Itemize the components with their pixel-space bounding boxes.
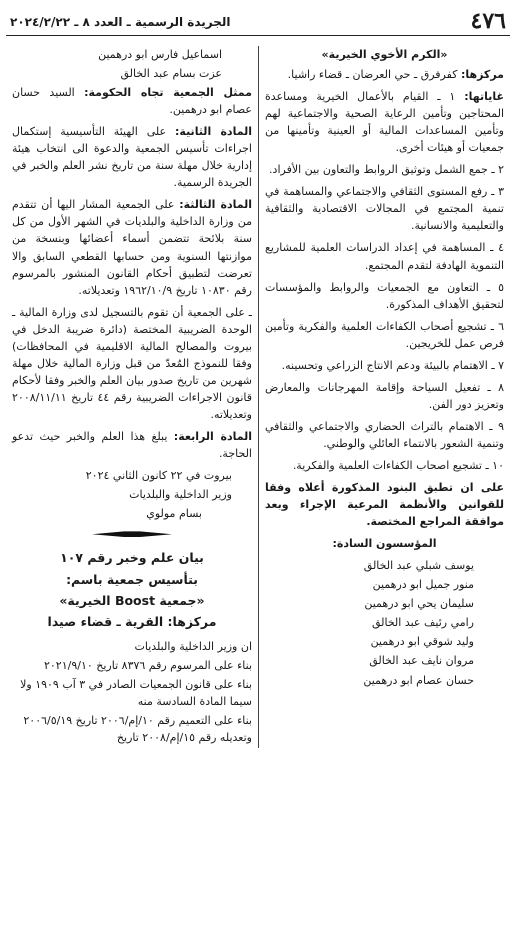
announcement-intro: ان وزير الداخلية والبلديات bbox=[134, 639, 252, 653]
goal-text: ١ ـ القيام بالأعمال الخيرية ومساعدة المحتاجين وتأمين الرعاية الصحية والاجتماعية لهم وتأمين المساعدات المالية أو العينية وتأمينها من جمعيات أو هيئات أخرى. bbox=[265, 90, 504, 155]
founder-name: منور جميل ابو درهمين bbox=[372, 578, 474, 592]
goal-item: ٤ ـ المساهمة في إعداد الدراسات العلمية للمشاريع التنموية الهادفة لتقدم المجتمع. bbox=[265, 241, 504, 272]
signature-block bbox=[12, 467, 252, 522]
goal-item: ٦ ـ تشجيع أصحاب الكفاءات العلمية والفكرية وتأمين فرص عمل للخريجين. bbox=[265, 319, 504, 350]
gazette-issue-info: الجريدة الرسمية ـ العدد ٨ ـ ٢٠٢٤/٢/٢٢ bbox=[10, 15, 231, 30]
goals-label: غاياتها: bbox=[464, 90, 505, 104]
signer-title: وزير الداخلية والبلديات bbox=[129, 488, 232, 502]
representative-label: ممثل الجمعية تجاه الحكومة: bbox=[84, 86, 252, 100]
article-3-label: المادة الثالثة: bbox=[179, 198, 253, 212]
article-4-label: المادة الرابعة: bbox=[173, 429, 252, 443]
left-column bbox=[6, 46, 258, 748]
hq-label: مركزها: bbox=[460, 68, 504, 82]
founder-name: حسان عصام ابو درهمين bbox=[363, 673, 474, 687]
announcement-association-name: «جمعية Boost الخيرية» bbox=[59, 592, 205, 608]
representative-value: السيد حسان عصام ابو درهمين. bbox=[12, 86, 252, 117]
hq-value: كفرفرق ـ حي العرضان ـ قضاء راشيا. bbox=[287, 68, 458, 82]
article-2-text: على الهيئة التأسيسية إستكمال اجراءات تأسيس الجمعية والدعوة الى انتخاب هيئة إدارية خلال مهلة سنة من تاريخ نشر العلم والخبر في الجريدة الرسمية. bbox=[12, 125, 252, 190]
article-4-text: يبلغ هذا العلم والخبر حيث تدعو الحاجة. bbox=[12, 429, 252, 461]
section-divider-ornament bbox=[92, 530, 172, 538]
founders-list bbox=[265, 557, 504, 688]
goal-item: ٨ ـ تفعيل السياحة وإقامة المهرجانات والمعارض وتعزيز دور الفن. bbox=[265, 380, 504, 411]
article-3-continued: ـ على الجمعية أن تقوم بالتسجيل لدى وزارة المالية ـ الوحدة الضريبية المختصة (دائرة ضريبة الدخل في بيروت والمصالح المالية الاقليمية في المحافظات) وفقا للنموذج المُعدّ من قبل وزارة المالية خلال مهلة شهرين من تاريخ صدور بيان العلم والخبر وفقا لأحكام قانون الاجراءات الضريبية رقم ٤٤ تاريخ ٢٠٠٨/١١/١١ وتعديلاته. bbox=[12, 305, 252, 421]
announcement-clauses bbox=[12, 638, 252, 746]
announcement-hq: مركزها: القرية ـ قضاء صيدا bbox=[47, 614, 217, 630]
representative-paragraph bbox=[12, 84, 252, 118]
founder-name: سليمان يحي ابو درهمين bbox=[364, 597, 474, 611]
goal-item bbox=[265, 88, 504, 156]
two-column-body bbox=[6, 46, 510, 748]
article-2 bbox=[12, 123, 252, 191]
founders-label: المؤسسون السادة: bbox=[332, 537, 437, 551]
announcement-clause: بناء على قانون الجمعيات الصادر في ٣ آب ١٩٠٩ ولا سيما المادة السادسة منه bbox=[20, 677, 252, 708]
founder-name: رامي رئيف عبد الخالق bbox=[371, 616, 474, 630]
article-4 bbox=[12, 428, 252, 462]
founder-name: وليد شوقي ابو درهمين bbox=[370, 635, 474, 649]
founder-name: مروان نايف عبد الخالق bbox=[369, 654, 474, 668]
goal-item: ٧ ـ الاهتمام بالبيئة ودعم الانتاج الزراعي وتحسينه. bbox=[281, 358, 504, 372]
goal-item: ٥ ـ التعاون مع الجمعيات والروابط والمؤسسات لتحقيق الأهداف المذكورة. bbox=[265, 280, 504, 311]
goal-item: ٢ ـ جمع الشمل وتوثيق الروابط والتعاون بين الأفراد. bbox=[269, 163, 504, 177]
issue-date: بيروت في ٢٢ كانون الثاني ٢٠٢٤ bbox=[85, 469, 232, 483]
right-column bbox=[258, 46, 510, 748]
signer-name: بسام مولوي bbox=[146, 507, 202, 521]
page-header bbox=[6, 6, 510, 36]
announcement-subtitle: بتأسيس جمعية باسم: bbox=[66, 571, 198, 587]
hq-paragraph bbox=[265, 66, 504, 83]
founder-name: اسماعيل فارس ابو درهمين bbox=[98, 48, 222, 61]
goal-item: ٣ ـ رفع المستوى الثقافي والاجتماعي والمساهمة في تنمية المجتمع في المجالات الاقتصادية والثقافية والتعليمية والانسانية. bbox=[265, 185, 504, 233]
article-2-label: المادة الثانية: bbox=[175, 125, 252, 139]
goal-item: ٩ ـ الاهتمام بالتراث الحضاري والاجتماعي والثقافي وتنمية الشعور بالانتماء العائلي والوطني. bbox=[265, 419, 504, 450]
approval-note: على ان تطبق البنود المذكورة أعلاه وفقا للقوانين والأنظمة المرعية الإجراء وبعد موافقة المراجع المختصة. bbox=[265, 481, 504, 529]
announcement-clause: بناء على المرسوم رقم ٨٣٧٦ تاريخ ٢٠٢١/٩/١٠ bbox=[43, 658, 252, 672]
announcement-title: بيان علم وخبر رقم ١٠٧ bbox=[60, 550, 204, 566]
page-number: ٤٧٦ bbox=[470, 8, 506, 34]
article-3-text: على الجمعية المشار اليها أن تتقدم من وزارة الداخلية والبلديات في الشهر الأول من كل سنة بلائحة تتضمن أسماء أعضائها وبنسخة من موازنتها السنوية ومن حسابها القطعي السابق والا تعرضت لتطبيق أحكام القانون المنشور بالمرسوم رقم ١٠٨٣٠ تاريخ ١٩٦٢/١٠/٩ وتعديلاته. bbox=[12, 198, 252, 297]
founders-list-continued bbox=[12, 46, 252, 82]
association-name: «الكرم الأخوي الخيرية» bbox=[321, 48, 448, 61]
founder-name: يوسف شبلي عبد الخالق bbox=[363, 559, 474, 573]
founder-name: عزت بسام عبد الخالق bbox=[120, 67, 222, 81]
announcement-clause: بناء على التعميم رقم ١٠/إم/٢٠٠٦ تاريخ ٢٠٠٦/٥/١٩ وتعديله رقم ١٥/إم/٢٠٠٨ تاريخ bbox=[23, 713, 252, 744]
article-3 bbox=[12, 196, 252, 298]
goal-item: ١٠ ـ تشجيع اصحاب الكفاءات العلمية والفكرية. bbox=[292, 458, 504, 472]
